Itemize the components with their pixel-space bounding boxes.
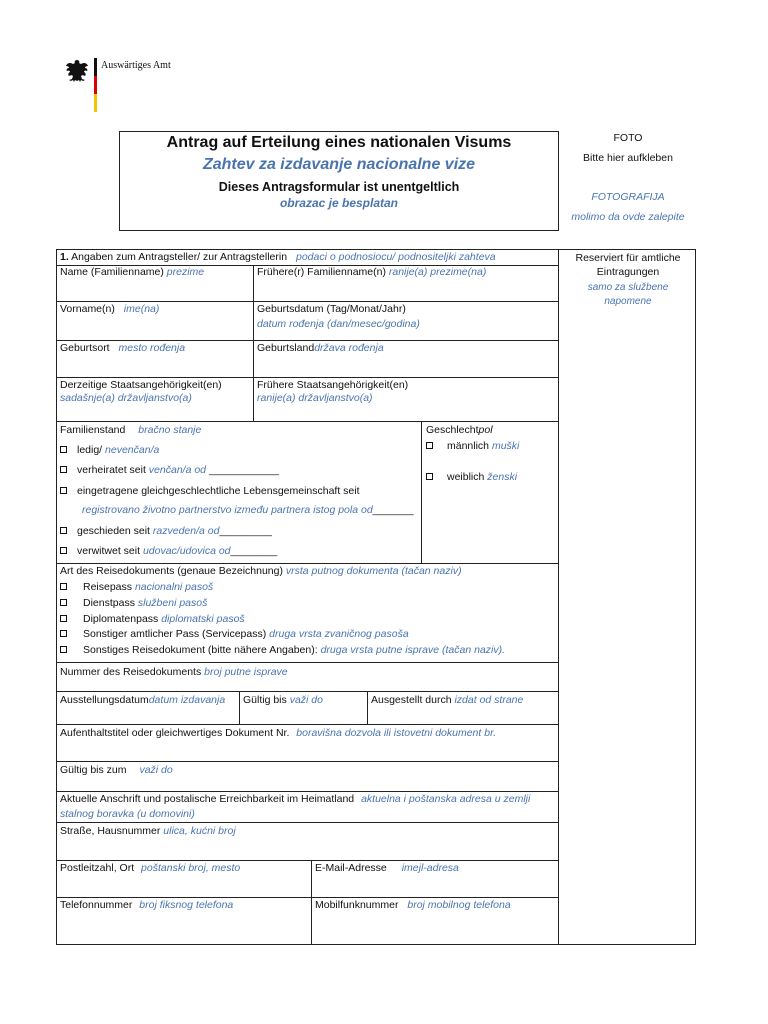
current-nationality-field[interactable] <box>60 379 222 405</box>
mobile-label: Mobilfunknummer <box>315 899 399 911</box>
marital-option-divorced[interactable] <box>60 525 272 538</box>
home-address-label-sr: aktuelna i poštanska adresa u zemlji <box>361 793 531 805</box>
dob-label-sr: datum rođenja (dan/mesec/godina) <box>257 318 420 330</box>
section1-label-sr: podaci o podnosiocu/ podnositeljki zahteva <box>295 251 496 263</box>
single-label-sr: nevenčan/a <box>105 444 160 456</box>
zip-city-field[interactable] <box>60 862 240 875</box>
marital-label-de: Familienstand <box>60 424 126 436</box>
section1-label-de: Angaben zum Antragsteller/ zur Antragstellerin <box>71 251 288 263</box>
section1-number: 1. <box>60 251 69 263</box>
marital-option-single[interactable] <box>60 444 159 457</box>
email-field[interactable] <box>315 862 459 875</box>
passport-label: Reisepass <box>83 581 133 593</box>
divorced-blank[interactable]: _________ <box>219 525 273 537</box>
photo-instr-sr: molimo da ovde zalepite <box>571 211 685 223</box>
partnership-label-sr: registrovano životno partnerstvo između partnera istog pola od <box>82 504 373 516</box>
cob-field[interactable] <box>257 342 384 355</box>
travel-doc-option-passport[interactable] <box>60 581 213 594</box>
mobile-field[interactable] <box>315 899 511 912</box>
gender-label-sr: pol <box>478 424 493 436</box>
german-flag-bar <box>94 58 97 112</box>
partnership-blank[interactable]: _______ <box>372 504 414 516</box>
family-name-field[interactable] <box>60 266 204 279</box>
former-name-label: Frühere(r) Familienname(n) <box>257 266 386 278</box>
cob-label: Geburtsland <box>257 342 315 354</box>
issue-date-label: Ausstellungsdatum <box>60 694 149 706</box>
first-name-field[interactable] <box>60 303 159 316</box>
travel-doc-label-sr: vrsta putnog dokumenta (tačan naziv) <box>285 565 462 577</box>
doc-number-label: Nummer des Reisedokuments <box>60 666 202 678</box>
family-name-label-sr: prezime <box>166 266 205 278</box>
former-name-field[interactable] <box>257 266 486 279</box>
photo-title-de: FOTO <box>613 132 643 144</box>
travel-doc-option-other[interactable] <box>60 644 505 657</box>
checkbox-single[interactable] <box>60 446 67 453</box>
doc-number-field[interactable] <box>60 666 288 679</box>
issued-by-label-sr: izdat od strane <box>454 694 524 706</box>
checkbox-service-passport[interactable] <box>60 599 67 606</box>
diplomatic-passport-label-sr: diplomatski pasoš <box>161 613 245 625</box>
checkbox-other-document[interactable] <box>60 646 67 653</box>
federal-eagle-logo <box>64 58 90 86</box>
marital-option-widowed[interactable] <box>60 545 277 558</box>
gender-label <box>426 424 493 437</box>
other-document-label: Sonstiges Reisedokument (bitte nähere Angaben): <box>83 644 318 656</box>
former-name-label-sr: ranije(a) prezime(na) <box>388 266 487 278</box>
previous-nationality-label-sr: ranije(a) državljanstvo(a) <box>257 392 373 404</box>
travel-doc-option-diplomatic[interactable] <box>60 613 245 626</box>
service-passport-label: Dienstpass <box>83 597 135 609</box>
official-passport-label: Sonstiger amtlicher Pass (Servicepass) <box>83 628 267 640</box>
email-label: E-Mail-Adresse <box>315 862 387 874</box>
previous-nationality-field[interactable] <box>257 379 408 405</box>
passport-label-sr: nacionalni pasoš <box>134 581 214 593</box>
marital-label-sr: bračno stanje <box>138 424 202 436</box>
valid-until-label-sr: važi do <box>289 694 323 706</box>
phone-field[interactable] <box>60 899 233 912</box>
checkbox-female[interactable] <box>426 473 433 480</box>
residence-permit-field[interactable] <box>60 727 496 740</box>
checkbox-official-passport[interactable] <box>60 630 67 637</box>
reserved-note-de: Reserviert für amtliche Eintragungen <box>575 252 681 278</box>
title-de: Antrag auf Erteilung eines nationalen Visums <box>166 134 512 151</box>
checkbox-partnership[interactable] <box>60 487 67 494</box>
previous-nationality-label: Frühere Staatsangehörigkeit(en) <box>257 379 409 391</box>
travel-doc-label <box>60 565 462 578</box>
doc-number-label-sr: broj putne isprave <box>204 666 288 678</box>
checkbox-passport[interactable] <box>60 583 67 590</box>
diplomatic-passport-label: Diplomatenpass <box>83 613 159 625</box>
marital-option-married[interactable] <box>60 464 279 477</box>
issued-by-label: Ausgestellt durch <box>371 694 452 706</box>
female-label-sr: ženski <box>487 471 518 483</box>
pob-label: Geburtsort <box>60 342 110 354</box>
checkbox-divorced[interactable] <box>60 527 67 534</box>
married-label: verheiratet seit <box>77 464 146 476</box>
phone-label-sr: broj fiksnog telefona <box>139 899 234 911</box>
photo-title-sr: FOTOGRAFIJA <box>591 191 665 203</box>
reserved-note-sr: samo za službene napomene <box>587 282 669 307</box>
pob-field[interactable] <box>60 342 185 355</box>
street-label-sr: ulica, kućni broj <box>163 825 236 837</box>
issued-by-field[interactable] <box>371 694 523 707</box>
residence-permit-label-sr: boravišna dozvola ili istovetni dokument br. <box>296 727 497 739</box>
female-label: weiblich <box>447 471 485 483</box>
male-label: männlich <box>447 440 490 452</box>
current-nationality-label: Derzeitige Staatsangehörigkeit(en) <box>60 379 222 391</box>
pob-label-sr: mesto rođenja <box>118 342 186 354</box>
street-field[interactable] <box>60 825 236 838</box>
checkbox-married[interactable] <box>60 466 67 473</box>
residence-permit-label: Aufenthaltstitel oder gleichwertiges Dokument Nr. <box>60 727 290 739</box>
travel-doc-option-service[interactable] <box>60 597 207 610</box>
photo-instr-de: Bitte hier aufkleben <box>583 152 673 164</box>
partnership-label-sr-row <box>82 504 414 517</box>
checkbox-widowed[interactable] <box>60 547 67 554</box>
travel-doc-option-official[interactable] <box>60 628 409 641</box>
divorced-label: geschieden seit <box>77 525 150 537</box>
issue-date-label-sr: datum izdavanja <box>148 694 226 706</box>
partnership-label: eingetragene gleichgeschlechtliche Lebensgemeinschaft seit <box>77 485 360 497</box>
ministry-name: Auswärtiges Amt <box>101 60 171 71</box>
zip-city-label-sr: poštanski broj, mesto <box>141 862 241 874</box>
residence-valid-label-sr: važi do <box>139 764 173 776</box>
home-address-label-sr2: stalnog boravka (u domovini) <box>60 808 195 820</box>
male-label-sr: muški <box>491 440 520 452</box>
marital-option-partnership[interactable] <box>60 485 360 498</box>
current-nationality-label-sr: sadašnje(a) državljanstvo(a) <box>60 392 192 404</box>
email-label-sr: imejl-adresa <box>401 862 459 874</box>
mobile-label-sr: broj mobilnog telefona <box>407 899 511 911</box>
dob-field[interactable] <box>257 303 420 331</box>
gender-label-de: Geschlecht <box>426 424 479 436</box>
family-name-label: Name (Familienname) <box>60 266 164 278</box>
valid-until-field[interactable] <box>243 694 323 707</box>
widowed-label: verwitwet seit <box>77 545 141 557</box>
street-label: Straße, Hausnummer <box>60 825 161 837</box>
first-name-label: Vorname(n) <box>60 303 115 315</box>
issue-date-field[interactable] <box>60 694 225 707</box>
section1-header <box>60 251 496 264</box>
marital-status-label <box>60 424 201 437</box>
other-document-label-sr: druga vrsta putne isprave (tačan naziv). <box>320 644 506 656</box>
title-sr: Zahtev za izdavanje nacionalne vize <box>202 156 476 173</box>
travel-doc-label-de: Art des Reisedokuments (genaue Bezeichnung) <box>60 565 283 577</box>
widowed-label-sr: udovac/udovica od <box>142 545 231 557</box>
valid-until-label: Gültig bis <box>243 694 287 706</box>
married-blank[interactable]: ____________ <box>208 464 280 476</box>
residence-valid-field[interactable] <box>60 764 173 777</box>
free-note-sr: obrazac je besplatan <box>279 196 399 210</box>
checkbox-diplomatic-passport[interactable] <box>60 615 67 622</box>
divorced-label-sr: razveden/a od <box>152 525 220 537</box>
zip-city-label: Postleitzahl, Ort <box>60 862 135 874</box>
gender-option-female[interactable] <box>426 471 517 484</box>
official-passport-label-sr: druga vrsta zvaničnog pasoša <box>269 628 409 640</box>
cob-label-sr: država rođenja <box>314 342 384 354</box>
single-label: ledig/ <box>77 444 103 456</box>
dob-label: Geburtsdatum (Tag/Monat/Jahr) <box>257 303 406 315</box>
first-name-label-sr: ime(na) <box>123 303 160 315</box>
service-passport-label-sr: službeni pasoš <box>137 597 208 609</box>
widowed-blank[interactable]: ________ <box>230 545 278 557</box>
residence-valid-label: Gültig bis zum <box>60 764 127 776</box>
gender-option-male[interactable] <box>426 440 519 453</box>
married-label-sr: venčan/a od <box>148 464 207 476</box>
free-note-de: Dieses Antragsformular ist unentgeltlich <box>218 180 460 194</box>
home-address-label-de: Aktuelle Anschrift und postalische Erreichbarkeit im Heimatland <box>60 793 355 805</box>
checkbox-male[interactable] <box>426 442 433 449</box>
phone-label: Telefonnummer <box>60 899 133 911</box>
home-address-label <box>60 793 530 806</box>
